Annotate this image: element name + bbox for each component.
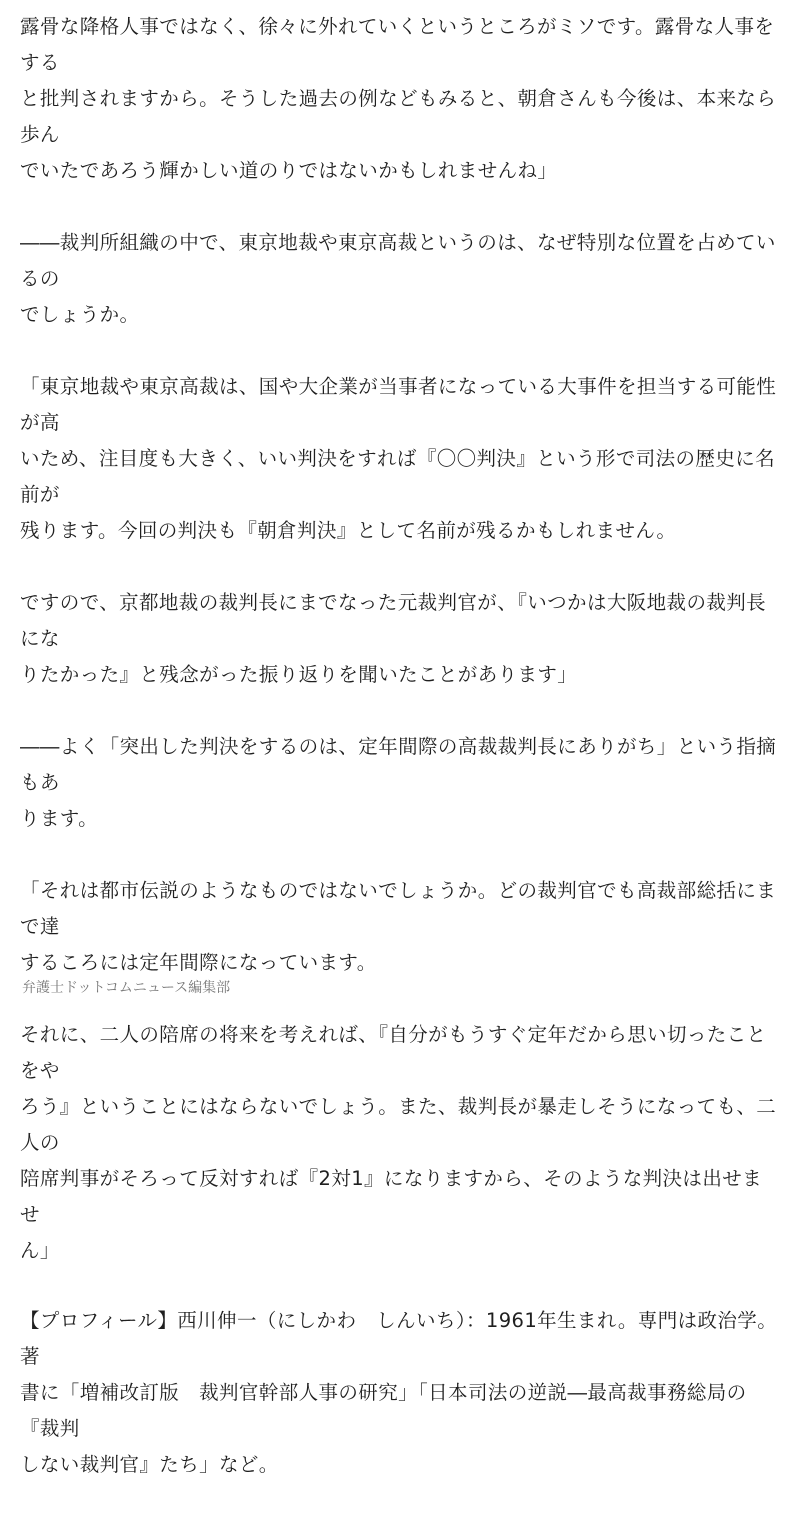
interview-question: ――裁判所組織の中で、東京地裁や東京高裁というのは、なぜ特別な位置を占めているの でしょうか。 (20, 231, 776, 326)
article-body (20, 9, 780, 1519)
article-paragraph: それに、二人の陪席の将来を考えれば、『自分がもうすぐ定年だから思い切ったことをや ろう』ということにはならないでしょう。また、裁判長が暴走しそうになっても、二人の 陪席判事がそろって反対すれば『2対1』になりますから、そのような判決は出せませ ん」 (20, 1023, 777, 1262)
editorial-credit: 弁護士ドットコムニュース編集部 (22, 980, 231, 996)
article-paragraph: 露骨な降格人事ではなく、徐々に外れていくというところがミソです。露骨な人事をする と批判されますから。そうした過去の例などもみると、朝倉さんも今後は、本来なら歩ん でいたであろう輝かしい道のりではないかもしれませんね」 (20, 15, 777, 182)
article-paragraph: 「それは都市伝説のようなものではないでしょうか。どの裁判官でも高裁部総括にまで達 するころには定年間際になっています。 (20, 879, 777, 974)
interview-question: ――よく「突出した判決をするのは、定年間際の高裁裁判長にありがち」という指摘もあ ります。 (20, 735, 777, 830)
article-paragraph: ですので、京都地裁の裁判長にまでなった元裁判官が、『いつかは大阪地裁の裁判長にな りたかった』と残念がった振り返りを聞いたことがあります」 (20, 591, 767, 686)
article-paragraph: 「東京地裁や東京高裁は、国や大企業が当事者になっている大事件を担当する可能性が高 いため、注目度も大きく、いい判決をすれば『〇〇判決』という形で司法の歴史に名前が 残ります。今回の判決も『朝倉判決』として名前が残るかもしれません。 (20, 375, 777, 542)
author-profile: 【プロフィール】西川伸一（にしかわ しんいち）：1961年生まれ。専門は政治学。著 書に「増補改訂版 裁判官幹部人事の研究」「日本司法の逆説―最高裁事務総局の『裁判 しない裁判官』たち」など。 (20, 1309, 778, 1476)
